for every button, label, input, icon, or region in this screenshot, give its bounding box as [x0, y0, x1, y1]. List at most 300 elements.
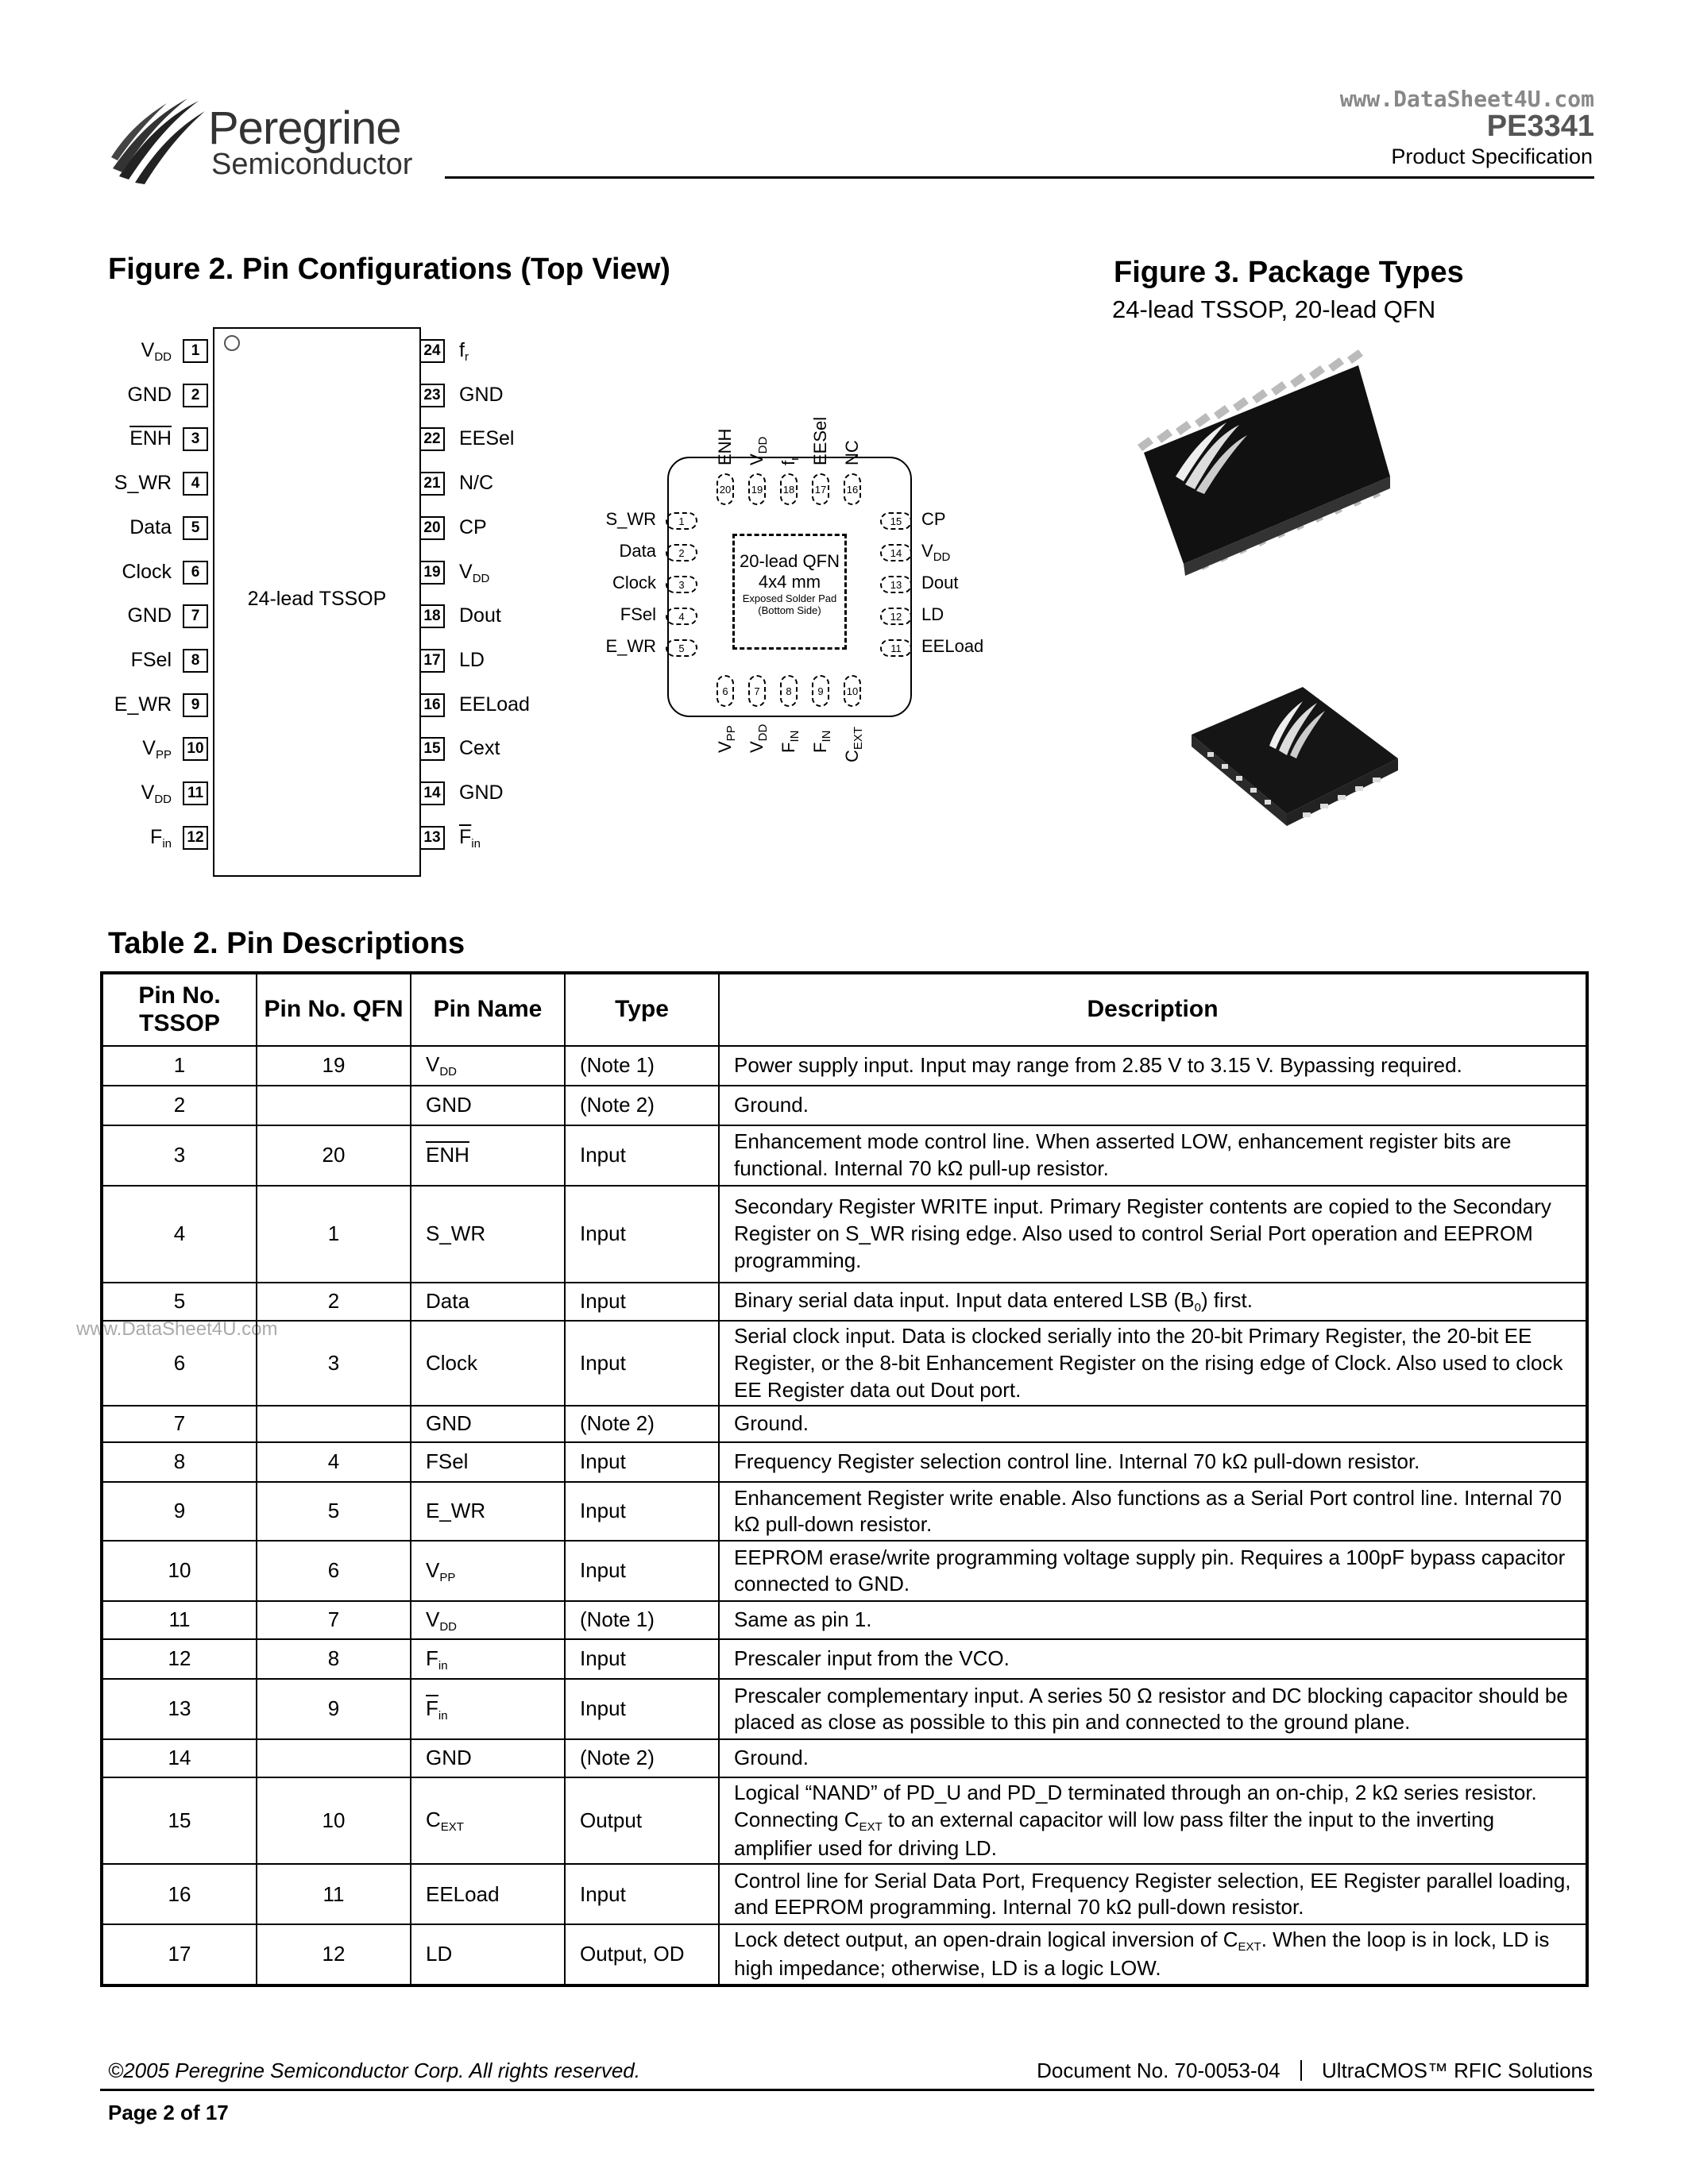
tssop-pin-name-left — [52, 826, 172, 851]
cell-pin-tssop: 15 — [102, 1777, 257, 1864]
cell-type: Input — [565, 1442, 719, 1482]
tssop-pin-name-right — [459, 781, 504, 805]
qfn-pin-name-bottom — [715, 725, 738, 753]
cell-type: Output, OD — [565, 1924, 719, 1985]
qfn-pin-name-bottom-subscript: IN — [820, 730, 833, 743]
cell-pin-tssop: 8 — [102, 1442, 257, 1482]
company-logo — [111, 97, 207, 186]
qfn-pin-name-bottom-text: V — [747, 741, 767, 753]
qfn-pin-name-top — [747, 437, 770, 465]
cell-pin-qfn — [257, 1406, 411, 1442]
qfn-pin-top: 20 — [717, 473, 734, 505]
qfn-pin-name-right — [921, 541, 950, 564]
qfn-pin-name-right-text: EELoad — [921, 636, 984, 656]
qfn-pin-right: 12 — [880, 608, 912, 625]
cell-description: Serial clock input. Data is clocked serially into the 20-bit Primary Register, the 20-bit EE Register, or the 8-bit Enhancement Register on the rising edge of Clock. Also used to clock EE Register data out Dout port. — [719, 1321, 1587, 1406]
qfn-pin-name-bottom-text: F — [810, 742, 830, 753]
tssop-pin-number-left: 9 — [183, 693, 208, 717]
qfn-pin-name-bottom-subscript: EXT — [852, 726, 865, 751]
qfn-pin-top: 18 — [780, 473, 798, 505]
tssop-pin-name-right-text: GND — [459, 781, 504, 804]
cell-description: Prescaler complementary input. A series 50 Ω resistor and DC blocking capacitor should be placed as close as possible to this pin and connected to the ground plane. — [719, 1679, 1587, 1739]
tssop-pin-number-left: 7 — [183, 604, 208, 628]
cell-pin-name — [411, 1739, 565, 1777]
qfn-pin-right: 11 — [880, 639, 912, 657]
tssop-pin-number-left: 10 — [183, 737, 208, 761]
tssop-pin-number-left: 12 — [183, 826, 208, 850]
qfn-pin-name-top-text: ENH — [715, 428, 735, 465]
cell-pin-name-subscript: PP — [439, 1570, 456, 1584]
qfn-pin-name-top-text: V — [747, 453, 767, 465]
tssop-pin-number-left: 2 — [183, 384, 208, 407]
cell-pin-qfn: 6 — [257, 1541, 411, 1601]
table-row — [102, 1482, 1587, 1541]
cell-description: Frequency Register selection control line. Internal 70 kΩ pull-down resistor. — [719, 1442, 1587, 1482]
qfn-pin-left: 1 — [666, 512, 697, 530]
cell-pin-name-text: S_WR — [426, 1221, 486, 1246]
cell-pin-tssop: 14 — [102, 1739, 257, 1777]
solutions-label: UltraCMOS™ RFIC Solutions — [1322, 2059, 1593, 2082]
table2-title: Table 2. Pin Descriptions — [108, 927, 465, 960]
cell-type: (Note 1) — [565, 1046, 719, 1086]
cell-pin-qfn: 3 — [257, 1321, 411, 1406]
cell-pin-qfn: 8 — [257, 1639, 411, 1679]
page-number: Page 2 of 17 — [108, 2101, 229, 2124]
table-row — [102, 1442, 1587, 1482]
cell-pin-qfn: 10 — [257, 1777, 411, 1864]
cell-description: EEPROM erase/write programming voltage supply pin. Requires a 100pF bypass capacitor connected to GND. — [719, 1541, 1587, 1601]
qfn-pin-name-right-subscript: DD — [933, 550, 951, 564]
cell-type: Input — [565, 1482, 719, 1541]
cell-description: Lock detect output, an open-drain logical inversion of $C_{EXT}$. When the loop is in lock, LD is high impedance; otherwise, LD is a logic LOW. — [719, 1924, 1587, 1985]
qfn-pin-left: 4 — [666, 608, 697, 625]
description-subscript: EXT — [1238, 1940, 1261, 1954]
cell-pin-qfn: 1 — [257, 1186, 411, 1283]
tssop-pin-name-right — [459, 826, 481, 851]
tssop-pin-name-left — [52, 737, 172, 762]
cell-pin-qfn: 7 — [257, 1601, 411, 1639]
table-row — [102, 1283, 1587, 1321]
tssop-pin-name-right-text: Cext — [459, 737, 500, 760]
tssop-pin-name-right — [459, 339, 469, 364]
cell-type: Input — [565, 1283, 719, 1321]
tssop-pin-number-right: 18 — [419, 604, 445, 628]
qfn-pin-name-right-text: V — [921, 541, 933, 561]
tssop-pin-name-left — [52, 339, 172, 364]
cell-pin-name-text: GND — [426, 1411, 472, 1436]
qfn-pin-name-top — [842, 440, 863, 465]
description-subscript: 0 — [1194, 1301, 1201, 1315]
cell-pin-tssop: 4 — [102, 1186, 257, 1283]
cell-pin-name — [411, 1186, 565, 1283]
tssop-pin-number-right: 22 — [419, 427, 445, 451]
qfn-label — [732, 551, 847, 616]
table-row — [102, 1186, 1587, 1283]
cell-type: Input — [565, 1679, 719, 1739]
figure3-title: Figure 3. Package Types — [1114, 256, 1464, 289]
table-row — [102, 1541, 1587, 1601]
cell-pin-qfn — [257, 1086, 411, 1125]
tssop-pin-name-left — [52, 649, 172, 672]
cell-pin-name-text: $\overline{ENH}$ — [426, 1143, 469, 1167]
tssop-pin-name-right — [459, 516, 487, 539]
logo-name: Peregrine — [208, 102, 401, 154]
qfn-pin-name-left-text: FSel — [620, 604, 656, 624]
qfn-pin-name-left — [556, 636, 656, 657]
tssop-pin-number-right: 20 — [419, 516, 445, 540]
qfn-pin-name-left-text: S_WR — [605, 509, 656, 529]
tssop-pin-name-left — [52, 427, 172, 450]
cell-pin-name — [411, 1541, 565, 1601]
table-header-row — [102, 973, 1587, 1046]
tssop-pin-name-left — [52, 693, 172, 716]
tssop-pin-number-left: 1 — [183, 339, 208, 363]
cell-pin-name-text: Data — [426, 1289, 469, 1314]
cell-pin-name — [411, 1442, 565, 1482]
tssop-pin-name-right-text: V — [459, 560, 473, 583]
qfn-pin-name-left-text: Clock — [612, 573, 656, 592]
qfn-pin-name-right-text: Dout — [921, 573, 959, 592]
tssop-pin-name-left-text: V — [141, 781, 155, 804]
tssop-pin-number-left: 6 — [183, 561, 208, 585]
qfn-pin-name-bottom — [747, 724, 770, 753]
qfn-pin-name-bottom — [810, 731, 833, 753]
tssop-pin-name-left — [52, 472, 172, 495]
table-row — [102, 1046, 1587, 1086]
table-row — [102, 1777, 1587, 1864]
cell-pin-name — [411, 1679, 565, 1739]
cell-description: Logical “NAND” of PD_U and PD_D terminated through an on-chip, 2 kΩ series resistor. Connecting $C_{EXT}$ to an external capacitor will low pass filter the input to the inverting amplifier used for driving LD. — [719, 1777, 1587, 1864]
cell-type: Input — [565, 1541, 719, 1601]
cell-pin-name-subscript: in — [438, 1708, 448, 1723]
qfn-pin-bottom: 7 — [748, 675, 766, 707]
cell-description: Secondary Register WRITE input. Primary Register contents are copied to the Secondary Register on S_WR rising edge. Also used to control Serial Port operation and EEPROM programming. — [719, 1186, 1587, 1283]
cell-pin-name-subscript: in — [438, 1658, 448, 1673]
cell-pin-name-subscript: EXT — [440, 1820, 464, 1835]
qfn-pin-name-right — [921, 573, 958, 593]
tssop-pin-name-left-text: GND — [127, 604, 172, 627]
qfn-pin-top: 17 — [812, 473, 829, 505]
tssop-pin-number-left: 3 — [183, 427, 208, 451]
qfn-pin-left: 2 — [666, 544, 697, 561]
tssop-label: 24-lead TSSOP — [247, 588, 387, 610]
tssop-pin-name-right-subscript: r — [464, 350, 469, 364]
cell-pin-name-text: GND — [426, 1746, 472, 1770]
cell-description: Prescaler input from the VCO. — [719, 1639, 1587, 1679]
tssop-pin-number-left: 4 — [183, 472, 208, 496]
cell-type: (Note 2) — [565, 1086, 719, 1125]
cell-description: Control line for Serial Data Port, Frequency Register selection, EE Register parallel loading, and EEPROM programming. Internal 70 kΩ pull-down resistor. — [719, 1864, 1587, 1924]
qfn-pin-name-top-text: EESel — [810, 416, 830, 465]
table-row — [102, 1739, 1587, 1777]
tssop-pin-name-right-text: CP — [459, 515, 487, 538]
tssop-pin-name-right — [459, 384, 504, 407]
tssop-pin-name-right-subscript: in — [471, 836, 481, 851]
tssop-pin-name-left — [52, 604, 172, 627]
cell-pin-qfn: 2 — [257, 1283, 411, 1321]
tssop-pin-name-right-text: EESel — [459, 427, 515, 450]
logo-subtitle: Semiconductor — [211, 148, 413, 181]
cell-pin-name-subscript: DD — [439, 1619, 458, 1634]
cell-pin-name — [411, 1482, 565, 1541]
table-row — [102, 1924, 1587, 1985]
qfn-pin-bottom: 10 — [844, 675, 861, 707]
tssop-pin-number-right: 24 — [419, 339, 445, 363]
table-row — [102, 1406, 1587, 1442]
tssop-package-photo — [1128, 349, 1398, 608]
cell-type: (Note 2) — [565, 1406, 719, 1442]
tssop-pin-name-right — [459, 427, 514, 450]
cell-pin-qfn: 9 — [257, 1679, 411, 1739]
tssop-pin-name-left-subscript: DD — [154, 350, 172, 364]
document-type: Product Specification — [1391, 145, 1593, 168]
tssop-pin-name-left-text: Data — [129, 515, 172, 538]
table-row — [102, 1601, 1587, 1639]
cell-pin-name-text: GND — [426, 1093, 472, 1117]
qfn-pin-right: 15 — [880, 512, 912, 530]
cell-type: Input — [565, 1864, 719, 1924]
cell-pin-name — [411, 1046, 565, 1086]
qfn-pin-name-top-text: f — [778, 460, 798, 465]
cell-pin-tssop: 12 — [102, 1639, 257, 1679]
qfn-pin-name-right — [921, 509, 946, 530]
qfn-pin-name-top — [715, 429, 736, 465]
tssop-pin-number-right: 21 — [419, 472, 445, 496]
tssop-pin-name-left-subscript: in — [162, 836, 172, 851]
qfn-pin-name-left-text: Data — [619, 541, 656, 561]
footer-separator — [1300, 2060, 1302, 2081]
cell-pin-name-text: FSel — [426, 1449, 469, 1474]
cell-pin-name — [411, 1864, 565, 1924]
cell-type: Input — [565, 1639, 719, 1679]
table-row — [102, 1125, 1587, 1186]
cell-description: Enhancement Register write enable. Also functions as a Serial Port control line. Internal 70 kΩ pull-down resistor. — [719, 1482, 1587, 1541]
cell-pin-tssop: 3 — [102, 1125, 257, 1186]
qfn-pin-name-bottom-subscript: PP — [724, 725, 738, 742]
cell-pin-tssop: 5 — [102, 1283, 257, 1321]
document-number: Document No. 70-0053-04 — [1037, 2059, 1280, 2082]
cell-pin-tssop: 1 — [102, 1046, 257, 1086]
qfn-pin-name-top-subscript: DD — [756, 436, 770, 454]
tssop-pin-name-left — [52, 516, 172, 539]
qfn-pin-name-right-text: LD — [921, 604, 944, 624]
side-watermark: www.DataSheet4U.com — [76, 1318, 278, 1340]
qfn-label-line4: (Bottom Side) — [758, 604, 821, 616]
cell-pin-tssop: 2 — [102, 1086, 257, 1125]
part-number: PE3341 — [1486, 110, 1594, 143]
tssop-pin-name-right-text: $\overline{F}$ — [459, 825, 472, 848]
qfn-package-photo — [1184, 679, 1406, 858]
tssop-pin-name-left-text: Clock — [122, 560, 172, 583]
cell-pin-name — [411, 1924, 565, 1985]
qfn-pin-bottom: 9 — [812, 675, 829, 707]
cell-type: Input — [565, 1125, 719, 1186]
qfn-pin-name-top — [810, 417, 831, 465]
cell-pin-qfn: 11 — [257, 1864, 411, 1924]
cell-type: Input — [565, 1186, 719, 1283]
qfn-pin-left: 5 — [666, 639, 697, 657]
tssop-pin-number-right: 17 — [419, 649, 445, 673]
tssop-pin-name-left — [52, 384, 172, 407]
qfn-pin-right: 13 — [880, 576, 912, 593]
header-rule — [445, 176, 1594, 179]
cell-description: Binary serial data input. Input data entered LSB $(B_0)$ first. — [719, 1283, 1587, 1321]
qfn-pin-name-left — [556, 604, 656, 625]
qfn-pin-right: 14 — [880, 544, 912, 561]
cell-pin-name-subscript: DD — [439, 1065, 458, 1079]
cell-pin-tssop: 11 — [102, 1601, 257, 1639]
table-row — [102, 1086, 1587, 1125]
cell-pin-name-text: $\overline{F}$ — [426, 1696, 438, 1720]
tssop-pin-name-right — [459, 693, 530, 716]
cell-description: Ground. — [719, 1086, 1587, 1125]
logo-feather-icon — [111, 97, 207, 186]
qfn-pin-name-top-text: NC — [842, 440, 862, 465]
cell-pin-qfn: 20 — [257, 1125, 411, 1186]
cell-pin-name-text: V — [426, 1052, 440, 1077]
qfn-pin-top: 19 — [748, 473, 766, 505]
tssop-pin-name-left-subscript: PP — [155, 748, 172, 762]
tssop-pin-name-left-subscript: DD — [154, 793, 172, 806]
qfn-pin-name-right — [921, 604, 944, 625]
tssop-pin-name-left-text: GND — [127, 383, 172, 406]
tssop-pin-name-right — [459, 737, 500, 760]
copyright: ©2005 Peregrine Semiconductor Corp. All rights reserved. — [108, 2059, 640, 2082]
table-row — [102, 1864, 1587, 1924]
cell-pin-tssop: 16 — [102, 1864, 257, 1924]
tssop-pin-number-left: 8 — [183, 649, 208, 673]
cell-pin-name-text: E_WR — [426, 1499, 486, 1523]
cell-type: Output — [565, 1777, 719, 1864]
tssop-pin-number-right: 15 — [419, 737, 445, 761]
qfn-pin-name-bottom — [842, 727, 865, 762]
cell-pin-name — [411, 1601, 565, 1639]
tssop-pin-name-right — [459, 604, 501, 627]
qfn-pin-name-top — [778, 457, 802, 465]
tssop-pin-name-right-text: EELoad — [459, 693, 530, 716]
tssop-pin-name-right-text: f — [459, 339, 465, 361]
table-body — [102, 1046, 1587, 1985]
tssop-pin-name-right-text: N/C — [459, 472, 494, 495]
figure3-subtitle: 24-lead TSSOP, 20-lead QFN — [1112, 295, 1436, 323]
cell-description: Ground. — [719, 1406, 1587, 1442]
cell-pin-name — [411, 1639, 565, 1679]
cell-pin-name — [411, 1125, 565, 1186]
qfn-pin-name-left — [556, 509, 656, 530]
qfn-pin-name-bottom — [778, 731, 802, 753]
table-row — [102, 1639, 1587, 1679]
col-header-type: Type — [565, 973, 719, 1046]
tssop-pin-name-left-text: $\overline{ENH}$ — [129, 427, 172, 450]
qfn-pin-name-bottom-subscript: IN — [788, 730, 802, 743]
cell-pin-name-text: C — [426, 1808, 441, 1832]
tssop-pin-number-right: 14 — [419, 781, 445, 805]
qfn-pin-name-left-text: E_WR — [605, 636, 656, 656]
tssop-pin-name-left — [52, 781, 172, 806]
cell-description: Power supply input. Input may range from 2.85 V to 3.15 V. Bypassing required. — [719, 1046, 1587, 1086]
table-row — [102, 1679, 1587, 1739]
col-header-name: Pin Name — [411, 973, 565, 1046]
tssop-pin-name-left-text: S_WR — [114, 472, 172, 495]
cell-description: Same as pin 1. — [719, 1601, 1587, 1639]
tssop-pin-name-right — [459, 649, 485, 672]
qfn-label-line3: Exposed Solder Pad — [742, 592, 837, 604]
col-header-tssop: Pin No. TSSOP — [102, 973, 257, 1046]
tssop-pin-name-left-text: V — [142, 737, 156, 760]
cell-pin-qfn — [257, 1739, 411, 1777]
tssop-pin-name-right-subscript: DD — [472, 571, 490, 585]
tssop-pin-name-left-text: V — [141, 339, 155, 361]
cell-pin-name — [411, 1777, 565, 1864]
cell-pin-name-text: EELoad — [426, 1881, 500, 1906]
cell-pin-name — [411, 1283, 565, 1321]
qfn-pin-name-right-text: CP — [921, 509, 946, 529]
tssop-pin-name-right — [459, 472, 493, 495]
cell-pin-name-text: V — [426, 1607, 440, 1631]
qfn-pin-top: 16 — [844, 473, 861, 505]
cell-pin-tssop: 17 — [102, 1924, 257, 1985]
qfn-pin-left: 3 — [666, 576, 697, 593]
tssop-pin-number-left: 11 — [183, 781, 208, 805]
tssop-pin-name-left-text: FSel — [130, 648, 172, 671]
tssop-pin-number-right: 16 — [419, 693, 445, 717]
cell-pin-tssop: 9 — [102, 1482, 257, 1541]
footer-right — [1037, 2059, 1593, 2083]
tssop-pin-name-right-text: LD — [459, 648, 485, 671]
cell-pin-tssop: 7 — [102, 1406, 257, 1442]
cell-pin-qfn: 19 — [257, 1046, 411, 1086]
tssop-pin-name-left-text: E_WR — [114, 693, 172, 716]
qfn-pin-name-bottom-text: V — [715, 741, 735, 753]
qfn-pin-bottom: 8 — [780, 675, 798, 707]
tssop-pin-name-left-text: F — [150, 825, 163, 848]
qfn-pin-name-right — [921, 636, 983, 657]
watermark-url: www.DataSheet4U.com — [1339, 86, 1594, 112]
qfn-pin-name-bottom-text: C — [842, 750, 862, 762]
qfn-pin-name-left — [556, 541, 656, 561]
pin-descriptions-table — [100, 971, 1589, 1987]
qfn-label-line1: 20-lead QFN — [740, 551, 840, 571]
table-row — [102, 1321, 1587, 1406]
cell-pin-tssop: 6 — [102, 1321, 257, 1406]
cell-pin-name — [411, 1321, 565, 1406]
qfn-pin-name-bottom-subscript: DD — [756, 723, 770, 742]
cell-pin-tssop: 13 — [102, 1679, 257, 1739]
col-header-qfn: Pin No. QFN — [257, 973, 411, 1046]
cell-type: Input — [565, 1321, 719, 1406]
qfn-pin-name-top-subscript: r — [788, 456, 802, 461]
cell-pin-name-text: Clock — [426, 1350, 478, 1375]
cell-pin-name-text: F — [426, 1646, 438, 1670]
tssop-pin-number-right: 23 — [419, 384, 445, 407]
cell-pin-qfn: 5 — [257, 1482, 411, 1541]
tssop-pin-name-left — [52, 561, 172, 584]
tssop-pin-number-left: 5 — [183, 516, 208, 540]
cell-type: (Note 2) — [565, 1739, 719, 1777]
cell-type: (Note 1) — [565, 1601, 719, 1639]
cell-description: Enhancement mode control line. When asserted LOW, enhancement register bits are functional. Internal 70 kΩ pull-up resistor. — [719, 1125, 1587, 1186]
cell-pin-name — [411, 1406, 565, 1442]
col-header-description: Description — [719, 973, 1587, 1046]
qfn-pin-bottom: 6 — [717, 675, 734, 707]
tssop-pin-name-right — [459, 561, 489, 585]
footer-rule — [100, 2089, 1594, 2091]
qfn-pin-name-bottom-text: F — [778, 742, 798, 753]
cell-pin-qfn: 4 — [257, 1442, 411, 1482]
tssop-pin-name-right-text: Dout — [459, 604, 501, 627]
cell-description: Ground. — [719, 1739, 1587, 1777]
tssop-pin-name-right-text: GND — [459, 383, 504, 406]
